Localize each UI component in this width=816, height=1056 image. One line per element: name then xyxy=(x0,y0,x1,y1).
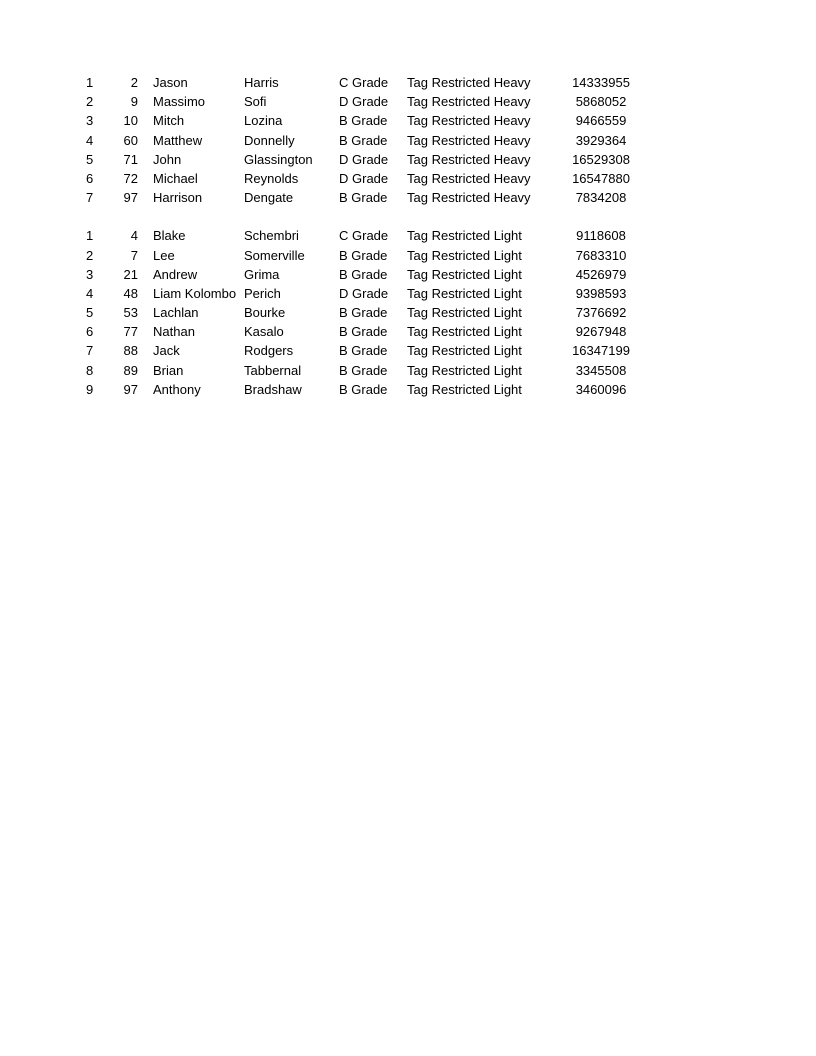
class-cell: Tag Restricted Light xyxy=(407,285,522,301)
class-cell: Tag Restricted Light xyxy=(407,362,522,378)
position-cell: 2 xyxy=(86,94,94,110)
id-cell: 9466559 xyxy=(575,113,627,129)
id-cell: 16547880 xyxy=(572,170,630,186)
first-name-cell: John xyxy=(153,151,182,167)
first-name-cell: Anthony xyxy=(153,381,201,397)
last-name-cell: Sofi xyxy=(244,94,267,110)
id-cell: 16529308 xyxy=(572,151,630,167)
table-row xyxy=(0,92,816,111)
table-row xyxy=(0,380,816,399)
class-cell: Tag Restricted Light xyxy=(407,266,522,282)
last-name-cell: Schembri xyxy=(244,228,299,244)
last-name-cell: Grima xyxy=(244,266,280,282)
last-name-cell: Rodgers xyxy=(244,343,294,359)
race-number-cell: 10 xyxy=(123,113,138,129)
race-number-cell: 21 xyxy=(123,266,138,282)
first-name-cell: Nathan xyxy=(153,324,195,340)
grade-cell: B Grade xyxy=(339,113,388,129)
id-cell: 7376692 xyxy=(575,305,627,321)
class-cell: Tag Restricted Heavy xyxy=(407,132,531,148)
grade-cell: B Grade xyxy=(339,324,388,340)
position-cell: 1 xyxy=(86,75,94,90)
grade-cell: B Grade xyxy=(339,362,388,378)
last-name-cell: Somerville xyxy=(244,247,305,263)
class-cell: Tag Restricted Heavy xyxy=(407,170,531,186)
grade-cell: D Grade xyxy=(339,151,389,167)
id-cell: 3345508 xyxy=(575,362,627,378)
grade-cell: B Grade xyxy=(339,132,388,148)
race-number-cell: 77 xyxy=(123,324,138,340)
grade-cell: D Grade xyxy=(339,94,389,110)
class-cell: Tag Restricted Heavy xyxy=(407,75,531,90)
position-cell: 9 xyxy=(86,381,94,397)
table-row xyxy=(0,341,816,360)
class-cell: Tag Restricted Heavy xyxy=(407,94,531,110)
id-cell: 16347199 xyxy=(572,343,630,359)
id-cell: 9118608 xyxy=(576,228,626,244)
race-number-cell: 9 xyxy=(130,94,138,110)
position-cell: 5 xyxy=(86,305,94,321)
id-cell: 7834208 xyxy=(575,190,627,206)
race-number-cell: 97 xyxy=(123,190,138,206)
race-number-cell: 53 xyxy=(123,305,138,321)
position-cell: 1 xyxy=(86,228,94,244)
grade-cell: B Grade xyxy=(339,343,388,359)
table-row xyxy=(0,246,816,265)
race-number-cell: 71 xyxy=(123,151,138,167)
last-name-cell: Tabbernal xyxy=(244,362,302,378)
table-row xyxy=(0,361,816,380)
id-cell: 7683310 xyxy=(575,247,627,263)
last-name-cell: Donnelly xyxy=(244,132,295,148)
class-cell: Tag Restricted Light xyxy=(407,305,522,321)
table-row xyxy=(0,73,816,92)
position-cell: 6 xyxy=(86,170,94,186)
table-row xyxy=(0,303,816,322)
first-name-cell: Michael xyxy=(153,170,198,186)
table-row xyxy=(0,322,816,341)
last-name-cell: Harris xyxy=(244,75,279,90)
table-row xyxy=(0,188,816,207)
race-number-cell: 97 xyxy=(123,381,138,397)
id-cell: 3929364 xyxy=(575,132,627,148)
last-name-cell: Dengate xyxy=(244,190,294,206)
first-name-cell: Matthew xyxy=(153,132,203,148)
race-number-cell: 60 xyxy=(123,132,138,148)
position-cell: 3 xyxy=(86,113,94,129)
grade-cell: B Grade xyxy=(339,190,388,206)
table-row xyxy=(0,169,816,188)
position-cell: 6 xyxy=(86,324,94,340)
race-number-cell: 48 xyxy=(123,285,138,301)
race-number-cell: 88 xyxy=(123,343,138,359)
position-cell: 4 xyxy=(86,285,94,301)
last-name-cell: Glassington xyxy=(244,151,313,167)
id-cell: 3460096 xyxy=(575,381,627,397)
table-row xyxy=(0,265,816,284)
table-row xyxy=(0,131,816,150)
class-cell: Tag Restricted Light xyxy=(407,381,522,397)
results-group xyxy=(0,226,816,399)
position-cell: 3 xyxy=(86,266,94,282)
last-name-cell: Kasalo xyxy=(244,324,284,340)
last-name-cell: Perich xyxy=(244,285,281,301)
id-cell: 4526979 xyxy=(575,266,627,282)
grade-cell: C Grade xyxy=(339,228,389,244)
race-number-cell: 7 xyxy=(130,247,138,263)
grade-cell: B Grade xyxy=(339,266,388,282)
first-name-cell: Liam Kolombo xyxy=(153,285,237,301)
position-cell: 2 xyxy=(86,247,94,263)
first-name-cell: Massimo xyxy=(153,94,206,110)
race-number-cell: 4 xyxy=(130,228,138,244)
first-name-cell: Jason xyxy=(153,75,188,90)
grade-cell: D Grade xyxy=(339,285,389,301)
id-cell: 5868052 xyxy=(575,94,627,110)
last-name-cell: Reynolds xyxy=(244,170,299,186)
last-name-cell: Lozina xyxy=(244,113,283,129)
results-group xyxy=(0,73,816,207)
race-number-cell: 2 xyxy=(130,75,138,90)
position-cell: 5 xyxy=(86,151,94,167)
first-name-cell: Jack xyxy=(153,343,180,359)
grade-cell: D Grade xyxy=(339,170,389,186)
results-sheet xyxy=(0,73,816,399)
position-cell: 8 xyxy=(86,362,94,378)
class-cell: Tag Restricted Heavy xyxy=(407,151,531,167)
first-name-cell: Lee xyxy=(153,247,175,263)
first-name-cell: Blake xyxy=(153,228,186,244)
last-name-cell: Bradshaw xyxy=(244,381,302,397)
id-cell: 14333955 xyxy=(572,75,630,90)
class-cell: Tag Restricted Heavy xyxy=(407,190,531,206)
class-cell: Tag Restricted Light xyxy=(407,247,522,263)
grade-cell: B Grade xyxy=(339,247,388,263)
first-name-cell: Lachlan xyxy=(153,305,199,321)
class-cell: Tag Restricted Light xyxy=(407,228,522,244)
grade-cell: B Grade xyxy=(339,305,388,321)
position-cell: 7 xyxy=(86,190,94,206)
id-cell: 9398593 xyxy=(575,285,627,301)
id-cell: 9267948 xyxy=(575,324,627,340)
first-name-cell: Mitch xyxy=(153,113,185,129)
table-row xyxy=(0,226,816,245)
class-cell: Tag Restricted Light xyxy=(407,343,522,359)
table-row xyxy=(0,150,816,169)
table-row xyxy=(0,111,816,130)
last-name-cell: Bourke xyxy=(244,305,286,321)
race-number-cell: 89 xyxy=(123,362,138,378)
race-number-cell: 72 xyxy=(123,170,138,186)
first-name-cell: Harrison xyxy=(153,190,203,206)
grade-cell: C Grade xyxy=(339,75,389,90)
class-cell: Tag Restricted Light xyxy=(407,324,522,340)
first-name-cell: Andrew xyxy=(153,266,198,282)
table-row xyxy=(0,284,816,303)
grade-cell: B Grade xyxy=(339,381,388,397)
position-cell: 4 xyxy=(86,132,94,148)
class-cell: Tag Restricted Heavy xyxy=(407,113,531,129)
position-cell: 7 xyxy=(86,343,94,359)
first-name-cell: Brian xyxy=(153,362,184,378)
